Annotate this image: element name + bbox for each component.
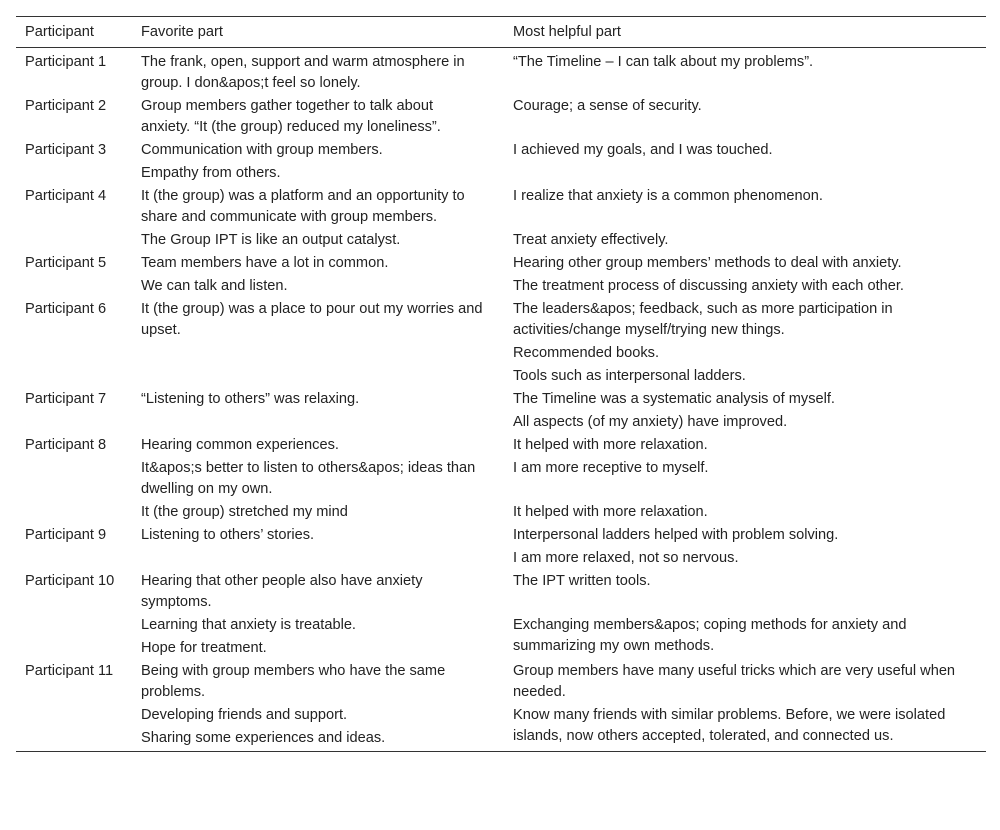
helpful-cell: “The Timeline – I can talk about my problems”.	[513, 54, 814, 70]
header-favorite-part: Favorite part	[141, 24, 223, 40]
favorite-cell: Sharing some experiences and ideas.	[141, 730, 386, 746]
helpful-cell: The treatment process of discussing anxiety with each other.	[513, 278, 904, 294]
participant-cell: Participant 3	[25, 142, 107, 158]
participant-cell: Participant 1	[25, 54, 107, 70]
favorite-cell: Hearing common experiences.	[141, 437, 339, 453]
participant-cell: Participant 8	[25, 437, 107, 453]
table-row	[16, 186, 986, 230]
header-participant: Participant	[25, 24, 94, 40]
helpful-cell: It helped with more relaxation.	[513, 437, 708, 453]
helpful-cell: The Timeline was a systematic analysis of myself.	[513, 391, 835, 407]
helpful-cell: Interpersonal ladders helped with problem solving.	[513, 527, 839, 543]
table-row	[16, 389, 986, 412]
table-row	[16, 548, 986, 571]
table-row	[16, 163, 986, 186]
table-header	[16, 17, 986, 48]
table-row	[16, 705, 986, 728]
favorite-cell: The frank, open, support and warm atmosphere in group. I don&apos;t feel so lonely.	[141, 54, 465, 91]
favorite-cell	[132, 412, 504, 435]
table-row	[16, 412, 986, 435]
favorite-cell: Group members gather together to talk about anxiety. “It (the group) reduced my loneliness”.	[141, 98, 441, 135]
favorite-cell	[132, 548, 504, 571]
table-row	[16, 299, 986, 343]
helpful-cell: The leaders&apos; feedback, such as more participation in activities/change myself/trying new things.	[513, 301, 893, 338]
helpful-cell: It helped with more relaxation.	[513, 504, 708, 520]
table-row	[16, 435, 986, 458]
table-row	[16, 502, 986, 525]
table-row	[16, 96, 986, 140]
favorite-cell: It (the group) was a platform and an opportunity to share and communicate with group members.	[141, 188, 465, 225]
favorite-cell: Hearing that other people also have anxiety symptoms.	[141, 573, 423, 610]
table-row	[16, 458, 986, 502]
helpful-cell: Know many friends with similar problems. Before, we were isolated islands, now others accepted, tolerated, and connected us.	[513, 707, 946, 744]
favorite-cell: Being with group members who have the same problems.	[141, 663, 446, 700]
helpful-cell: Hearing other group members’ methods to deal with anxiety.	[513, 255, 902, 271]
favorite-cell	[132, 343, 504, 366]
table-row	[16, 230, 986, 253]
participant-cell: Participant 11	[25, 663, 114, 679]
helpful-cell: Tools such as interpersonal ladders.	[513, 368, 746, 384]
table-body	[16, 48, 986, 752]
favorite-cell: It (the group) was a place to pour out my worries and upset.	[141, 301, 483, 338]
table-row	[16, 140, 986, 163]
header-most-helpful-part: Most helpful part	[513, 24, 621, 40]
helpful-cell: All aspects (of my anxiety) have improved.	[513, 414, 788, 430]
helpful-cell: Group members have many useful tricks which are very useful when needed.	[513, 663, 956, 700]
helpful-cell: I achieved my goals, and I was touched.	[513, 142, 773, 158]
favorite-cell: “Listening to others” was relaxing.	[141, 391, 360, 407]
table-row	[16, 48, 986, 97]
participant-cell: Participant 6	[25, 301, 107, 317]
participant-cell: Participant 2	[25, 98, 107, 114]
helpful-cell: Treat anxiety effectively.	[513, 232, 669, 248]
favorite-cell: The Group IPT is like an output catalyst.	[141, 232, 401, 248]
table-row	[16, 253, 986, 276]
favorite-cell: Developing friends and support.	[141, 707, 348, 723]
helpful-cell: The IPT written tools.	[513, 573, 651, 589]
favorite-cell: Team members have a lot in common.	[141, 255, 389, 271]
table-row	[16, 525, 986, 548]
favorite-cell: Listening to others’ stories.	[141, 527, 315, 543]
favorite-cell: Hope for treatment.	[141, 640, 267, 656]
participant-cell: Participant 5	[25, 255, 107, 271]
favorite-cell: Learning that anxiety is treatable.	[141, 617, 356, 633]
helpful-cell: Recommended books.	[513, 345, 660, 361]
helpful-cell: I realize that anxiety is a common phenomenon.	[513, 188, 823, 204]
participant-cell: Participant 10	[25, 573, 115, 589]
participant-cell: Participant 9	[25, 527, 107, 543]
favorite-cell: Empathy from others.	[141, 165, 281, 181]
table-row	[16, 615, 986, 638]
participant-cell: Participant 4	[25, 188, 107, 204]
helpful-cell: I am more relaxed, not so nervous.	[513, 550, 739, 566]
table-row	[16, 276, 986, 299]
results-table	[16, 16, 986, 752]
table-row	[16, 343, 986, 366]
favorite-cell: We can talk and listen.	[141, 278, 288, 294]
table-row	[16, 661, 986, 705]
table-row	[16, 571, 986, 615]
participant-cell: Participant 7	[25, 391, 107, 407]
helpful-cell: Courage; a sense of security.	[513, 98, 702, 114]
helpful-cell	[504, 163, 986, 186]
helpful-cell: Exchanging members&apos; coping methods for anxiety and summarizing my own methods.	[513, 617, 907, 654]
table-row	[16, 366, 986, 389]
favorite-cell: It (the group) stretched my mind	[141, 504, 348, 520]
favorite-cell: It&apos;s better to listen to others&apos; ideas than dwelling on my own.	[141, 460, 476, 497]
favorite-cell	[132, 366, 504, 389]
helpful-cell: I am more receptive to myself.	[513, 460, 709, 476]
favorite-cell: Communication with group members.	[141, 142, 383, 158]
